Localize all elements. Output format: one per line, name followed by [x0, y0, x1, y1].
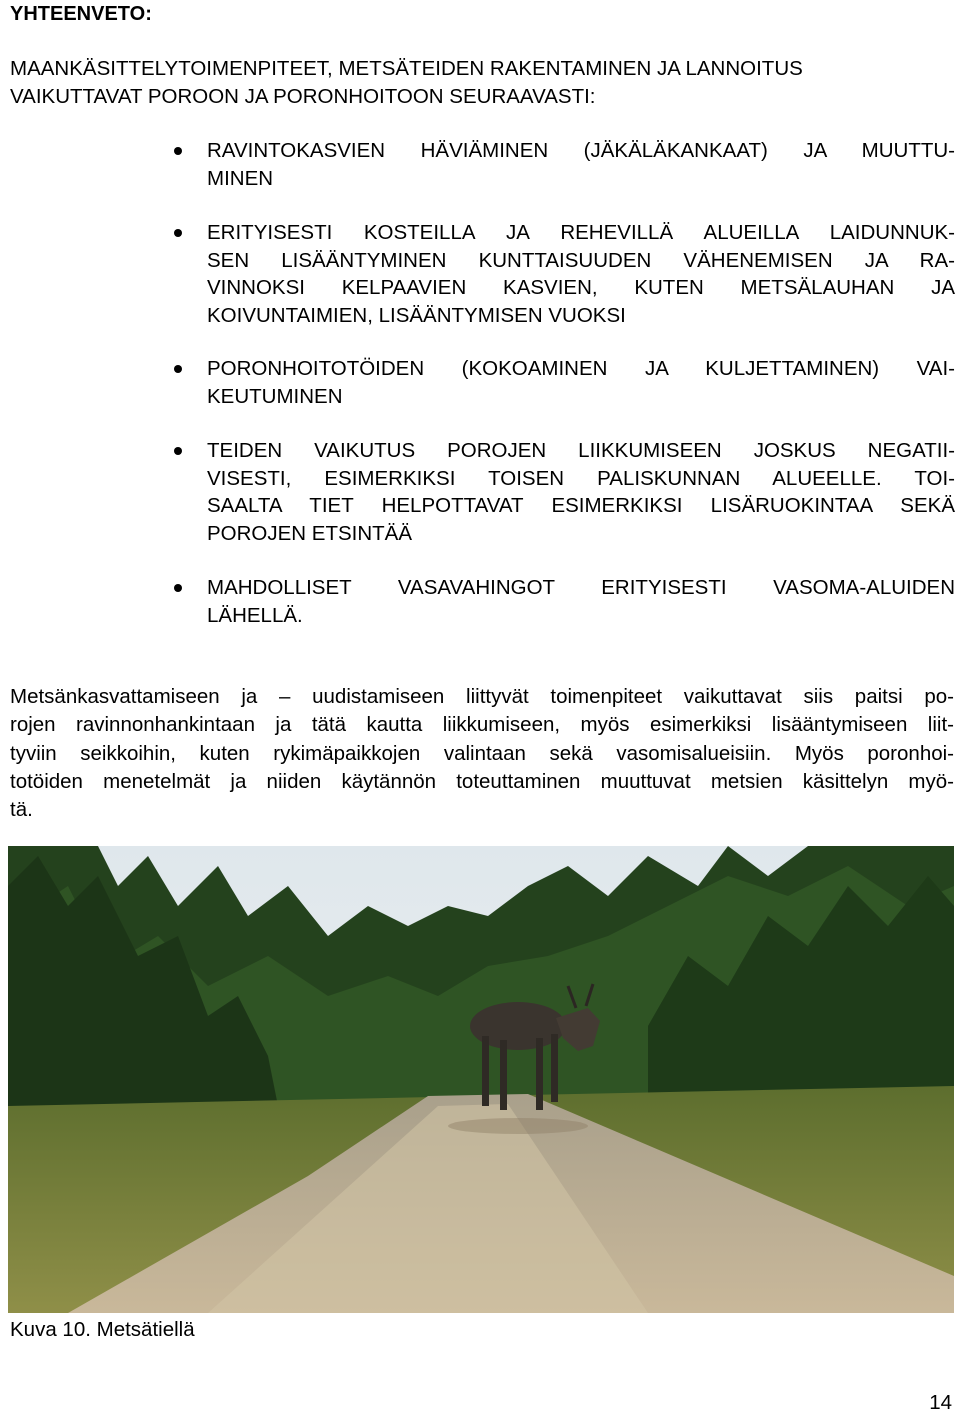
bullet-line: VISESTI, ESIMERKIKSI TOISEN PALISKUNNAN ALUEELLE. TOI- [207, 466, 955, 490]
bullet-line: POROJEN ETSINTÄÄ [207, 521, 413, 545]
bullet-icon [174, 584, 182, 592]
bullet-text [207, 137, 955, 192]
bullet-line: RAVINTOKASVIEN HÄVIÄMINEN (JÄKÄLÄKANKAAT) JA MUUTTU- [207, 139, 955, 162]
reindeer-on-forest-road-photo [8, 846, 954, 1313]
bullet-text [207, 437, 955, 547]
page-heading: YHTEENVETO: [10, 3, 152, 25]
bullet-line: VINNOKSI KELPAAVIEN KASVIEN, KUTEN METSÄLAUHAN JA [207, 276, 955, 299]
bullet-text [207, 355, 955, 410]
bullet-text [207, 574, 955, 629]
intro-line: VAIKUTTAVAT POROON JA PORONHOITOON SEURAAVASTI: [10, 85, 596, 108]
paragraph-line: Metsänkasvattamiseen ja – uudistamiseen liittyvät toimenpiteet vaikuttavat siis paitsi po- [10, 685, 954, 708]
body-paragraph [10, 683, 954, 824]
figure-caption: Kuva 10. Metsätiellä [10, 1318, 195, 1341]
bullet-line: MAHDOLLISET VASAVAHINGOT ERITYISESTI VASOMA-ALUIDEN [207, 576, 955, 599]
photo-illustration [8, 846, 954, 1313]
page-number: 14 [929, 1391, 952, 1414]
bullet-line: KOIVUNTAIMIEN, LISÄÄNTYMISEN VUOKSI [207, 303, 626, 327]
paragraph-line: totöiden menetelmät ja niiden käytännön toteuttaminen muuttuvat metsien käsittelyn myö- [10, 769, 954, 793]
intro-text [10, 55, 955, 111]
bullet-line: SAALTA TIET HELPOTTAVAT ESIMERKIKSI LISÄRUOKINTAA SEKÄ [207, 494, 955, 517]
bullet-line: KEUTUMINEN [207, 384, 343, 408]
bullet-line: LÄHELLÄ. [207, 603, 303, 627]
bullet-line: MINEN [207, 166, 274, 190]
bullet-icon [174, 229, 182, 237]
bullet-icon [174, 147, 182, 155]
bullet-icon [174, 447, 182, 455]
bullet-line: ERITYISESTI KOSTEILLA JA REHEVILLÄ ALUEILLA LAIDUNNUK- [207, 221, 955, 244]
bullet-text [207, 219, 955, 329]
bullet-line: PORONHOITOTÖIDEN (KOKOAMINEN JA KULJETTAMINEN) VAI- [207, 357, 955, 380]
bullet-icon [174, 365, 182, 373]
bullet-line: SEN LISÄÄNTYMINEN KUNTTAISUUDEN VÄHENEMISEN JA RA- [207, 248, 955, 272]
paragraph-line: tyviin seikkoihin, kuten rykimäpaikkojen valintaan sekä vasomisalueisiin. Myös poronhoi- [10, 741, 954, 765]
paragraph-line: rojen ravinnonhankintaan ja tätä kautta liikkumiseen, myös esimerkiksi lisääntymiseen liit- [10, 713, 954, 737]
intro-line: MAANKÄSITTELYTOIMENPITEET, METSÄTEIDEN RAKENTAMINEN JA LANNOITUS [10, 57, 803, 80]
paragraph-line: tä. [10, 798, 33, 822]
bullet-line: TEIDEN VAIKUTUS POROJEN LIIKKUMISEEN JOSKUS NEGATII- [207, 439, 955, 462]
